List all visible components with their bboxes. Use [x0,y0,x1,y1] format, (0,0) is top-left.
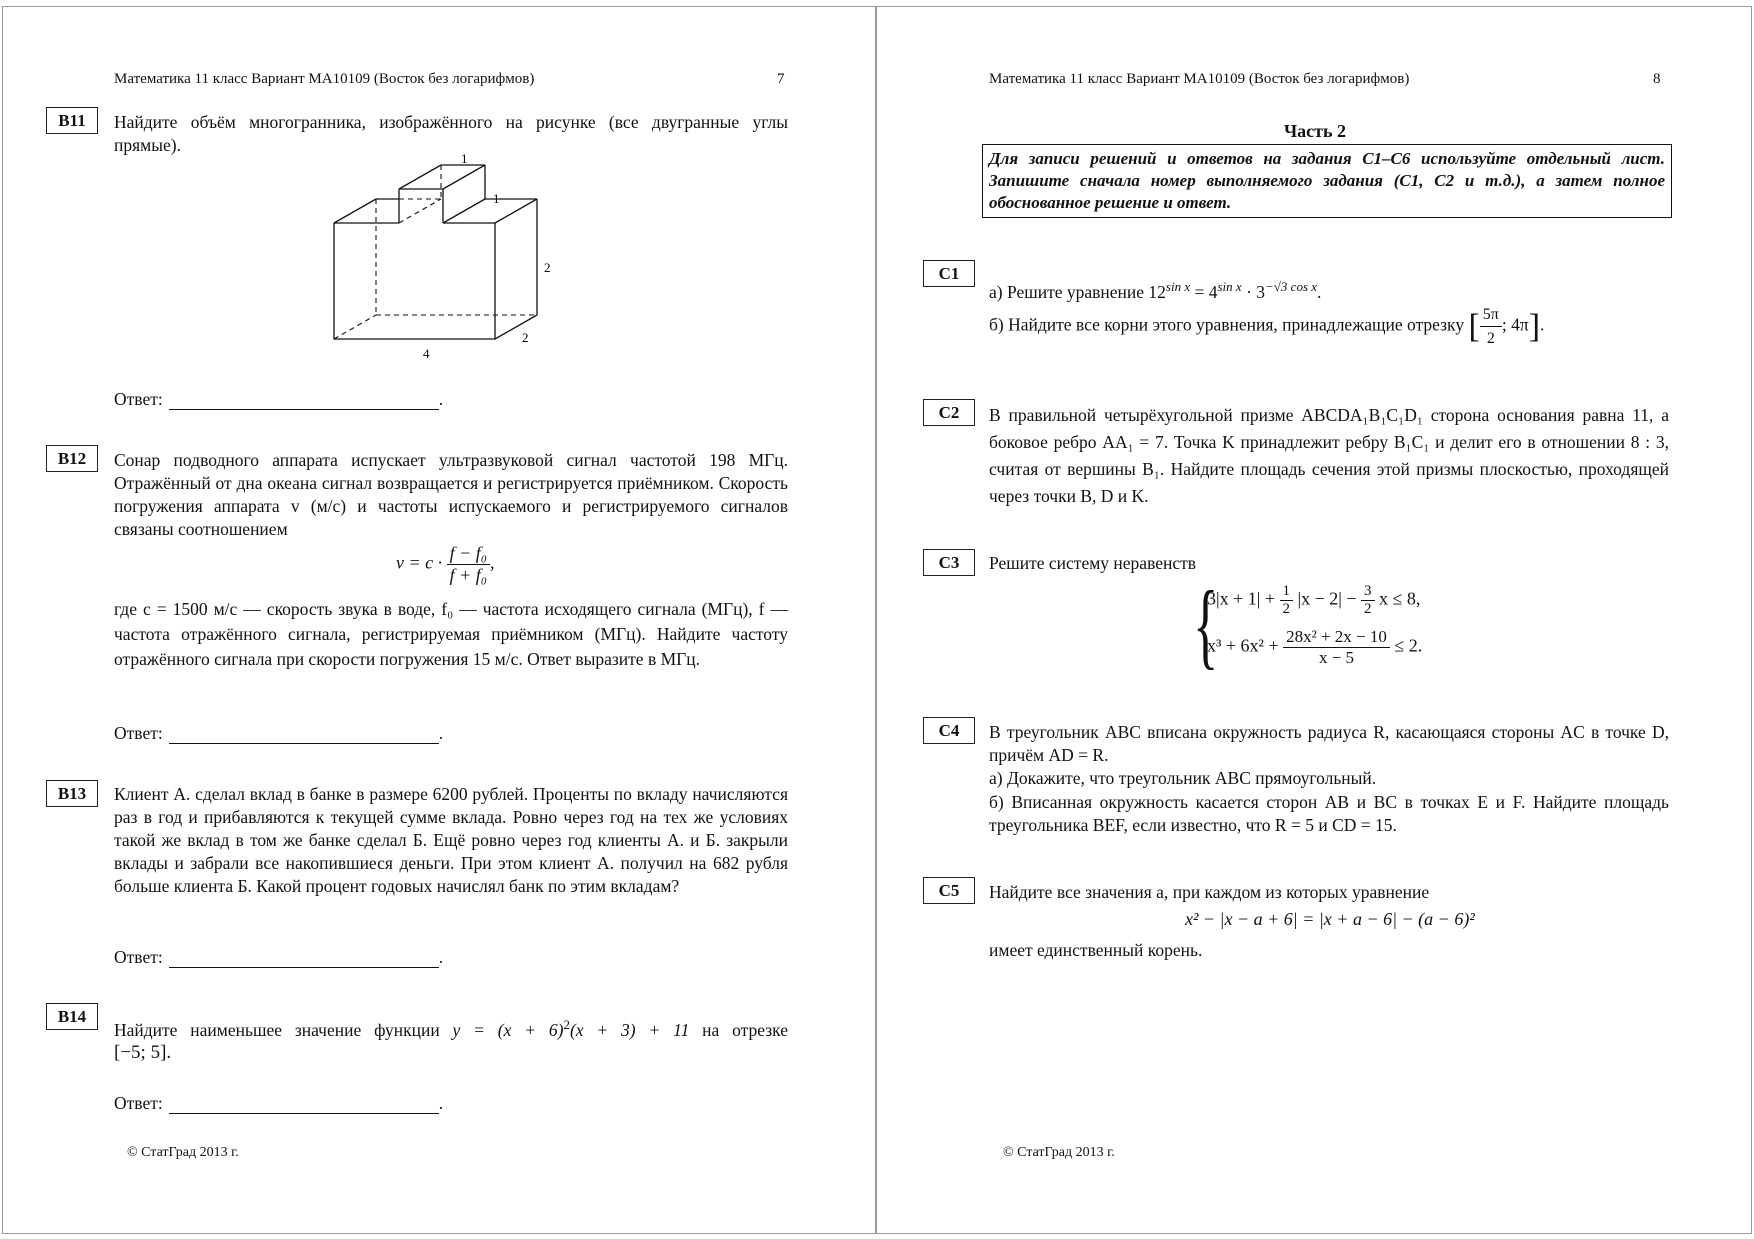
c1-a-eq-3: · 3 [1246,282,1266,302]
problem-text-b12-cont: где c = 1500 м/с — скорость звука в воде, f₀ — частота исходящего сигнала (МГц), f — частота отражённого сигнала, регистрируемая приёмником (МГц). Найдите частоту отражённого сигнала при скорости погружения 15 м/с. Ответ выразите в МГц. [114,599,788,669]
c3-line1-f2-den: 2 [1364,601,1372,617]
answer-label: Ответ: [114,389,163,409]
page-header: Математика 11 класс Вариант МА10109 (Восток без логарифмов) [114,71,535,87]
answer-line-b14: Ответ: . [114,1093,444,1113]
figure-label-right-height: 2 [544,260,551,275]
problem-label-c2: C2 [923,399,975,426]
figure-label-top-width: 1 [461,151,468,166]
formula-b12-num: f − f₀ [447,543,490,565]
c1-a-eq-3-exp: −√3 cos x [1265,279,1318,294]
c1-b-fraction [1480,303,1502,350]
page-number: 8 [1653,71,1661,87]
problem-text-c5: Найдите все значения a, при каждом из которых уравнение [989,882,1430,902]
figure-label-top-height: 1 [493,191,500,206]
answer-line-b13: Ответ: . [114,947,444,967]
answer-label: Ответ: [114,947,163,967]
problem-label-b12: B12 [46,445,98,472]
formula-b12 [396,543,495,586]
c1-a-eq-1: 12 [1148,282,1166,302]
answer-label: Ответ: [114,1093,163,1113]
c3-line1-frac2 [1361,583,1375,618]
problem-label-c1: C1 [923,260,975,287]
answer-line-b11: Ответ: . [114,389,444,409]
b14-text-b: на отрезке [702,1020,789,1040]
left-page [2,6,876,1234]
c3-line2-num: 28x² + 2x − 10 [1283,627,1390,648]
polyhedron-figure [313,151,573,361]
c3-line1-f2-num: 3 [1361,583,1375,601]
c1-a-eq-end: . [1317,282,1322,302]
c3-line1-c: x ≤ 8, [1379,588,1421,609]
problem-label-b11: B11 [46,107,98,134]
answer-line-b12: Ответ: . [114,723,444,743]
c3-line1-b: |x − 2| − [1297,588,1357,609]
answer-blank[interactable] [169,949,439,968]
c1-part-a [989,275,1669,304]
problem-text-c5-cont: имеет единственный корень. [989,940,1203,960]
b14-func-exp: 2 [563,1017,570,1032]
c3-line1-f1-num: 1 [1280,583,1294,601]
problem-label-b14: B14 [46,1003,98,1030]
problem-label-c3: C3 [923,549,975,576]
c1-a-eq-2: = 4 [1194,282,1218,302]
c3-line2-b: ≤ 2. [1394,635,1423,656]
problem-text-b12: Сонар подводного аппарата испускает ультразвуковой сигнал частотой 198 МГц. Отражённый от дна океана сигнал возвращается и регистрируется приёмником. Скорость погружения аппарата v (м/с) и частоты испускаемого и регистрируемого сигналов связаны соотношением [114,450,788,539]
answer-label: Ответ: [114,723,163,743]
right-page [876,6,1752,1234]
b14-text-a: Найдите наименьшее значение функции [114,1020,440,1040]
problem-text-c4: В треугольник ABC вписана окружность радиуса R, касающаяся стороны AC в точке D, причём AD = R. [989,722,1669,765]
b14-func-a: y = (x + 6) [452,1020,564,1040]
answer-blank[interactable] [169,1095,439,1114]
problem-label-c4: C4 [923,717,975,744]
answer-blank[interactable] [169,391,439,410]
b14-func-b: (x + 3) + 11 [569,1020,690,1040]
problem-label-c5: C5 [923,877,975,904]
page-number: 7 [777,71,785,87]
c1-b-den: 2 [1486,330,1495,347]
part-title: Часть 2 [1283,121,1347,141]
c1-a-text: а) Решите уравнение [989,282,1145,302]
b14-interval: [−5; 5]. [114,1042,172,1063]
c3-line1-f1-den: 2 [1282,601,1291,617]
formula-b12-den: f + f₀ [449,565,488,585]
figure-label-depth: 2 [522,330,529,345]
page-footer: © СтатГрад 2013 г. [127,1145,239,1160]
problem-text-b11: Найдите объём многогранника, изображённого на рисунке (все двугранные углы прямые). [114,112,788,155]
c3-line1-a: 3|x + 1| + [1207,588,1276,609]
c1-b-num: 5π [1480,303,1502,327]
page-header: Математика 11 класс Вариант МА10109 (Восток без логарифмов) [989,71,1410,87]
c1-b-bracket-left: [ [1468,308,1480,345]
formula-b12-lhs: v = c · [396,552,443,573]
c1-b-rest: ; 4π [1501,314,1529,335]
c1-part-b [989,303,1679,350]
c3-line2-a: x³ + 6x² + [1207,635,1279,656]
answer-blank[interactable] [169,725,439,744]
problem-text-b14 [114,1013,788,1042]
c3-line2-den: x − 5 [1318,648,1355,667]
c1-b-bracket-right: ] [1528,308,1541,345]
problem-text-c2: В правильной четырёхугольной призме ABCDA₁B₁C₁D₁ сторона основания равна 11, а боковое ребро AA₁ = 7. Точка K принадлежит ребру B₁C₁ и делит его в отношении 8 : 3, считая от вершины B₁. Найдите площадь сечения этой призмы плоскостью, проходящей через точки B, D и K. [989,405,1669,506]
problem-text-c3: Решите систему неравенств [989,553,1197,573]
c3-line-2 [1207,627,1422,668]
problem-text-c4-a: а) Докажите, что треугольник ABC прямоугольный. [989,768,1377,788]
formula-b12-fraction [447,543,490,586]
c1-b-end: . [1540,314,1545,335]
page-footer: © СтатГрад 2013 г. [1003,1145,1115,1160]
figure-label-length: 4 [423,346,430,361]
c1-a-eq-1-exp: sin x [1165,279,1191,294]
c3-line1-frac1 [1280,583,1294,618]
c3-system-brace: { [1193,571,1219,678]
instructions-box: Для записи решений и ответов на задания С1–С6 используйте отдельный лист. Запишите сначала номер выполняемого задания (С1, С2 и т.д.), а затем полное обоснованное решение и ответ. [982,144,1672,218]
problem-text-c4-b: б) Вписанная окружность касается сторон AB и BC в точках E и F. Найдите площадь треугольника BEF, если известно, что R = 5 и CD = 15. [989,792,1669,835]
problem-label-b13: B13 [46,780,98,807]
formula-b12-tail: , [490,552,495,573]
problem-text-b13: Клиент А. сделал вклад в банке в размере 6200 рублей. Проценты по вкладу начисляются раз в год и прибавляются к текущей сумме вклада. Ровно через год на тех же условиях такой же вклад в том же банке сделал Б. Ещё ровно через год клиенты А. и Б. закрыли вклады и забрали все накопившиеся деньги. При этом клиент А. получил на 682 рубля больше клиента Б. Какой процент годовых начислял банк по этим вкладам? [114,784,788,896]
c3-line-1 [1207,583,1420,618]
c1-b-text: б) Найдите все корни этого уравнения, принадлежащие отрезку [989,314,1465,335]
c3-line2-frac [1283,627,1390,668]
c1-a-eq-2-exp: sin x [1217,279,1242,294]
c5-equation: x² − |x − a + 6| = |x + a − 6| − (a − 6)² [1185,909,1475,929]
